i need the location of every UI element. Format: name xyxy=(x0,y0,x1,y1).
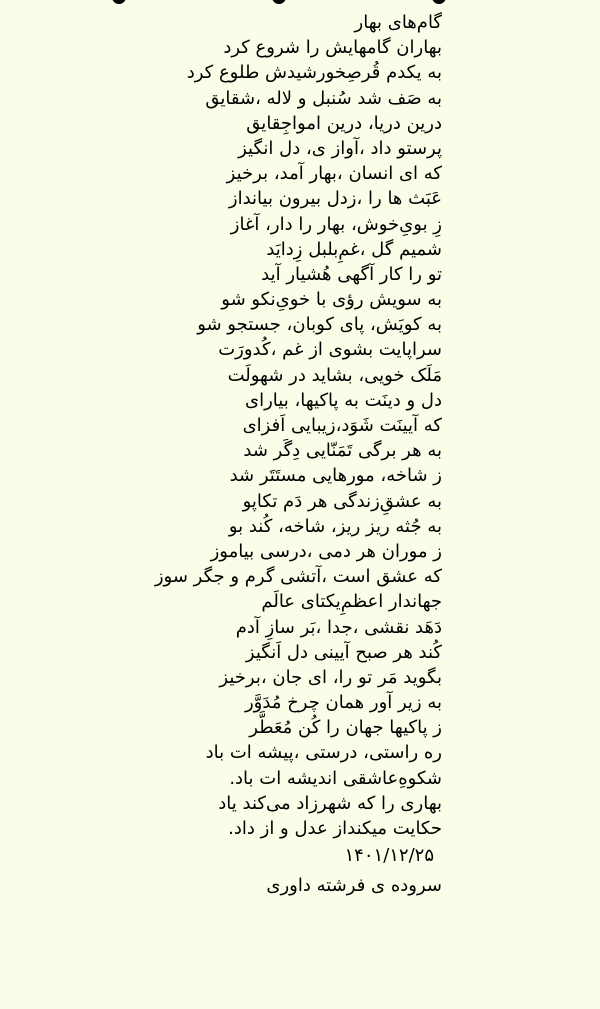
poem-line: پرستو داد ،آواز ی، دل انگیز xyxy=(238,137,442,159)
poem-line: حکایت میکنداز عدل و از داد. xyxy=(228,818,442,839)
poem-line: به صَف شد سُنبل و لاله ،شقایق xyxy=(205,87,442,109)
poem-block xyxy=(22,10,442,901)
poem-line: به عشقِ‌زندگی هر دَم تکاپو xyxy=(242,490,442,512)
poem-line: دل و دینَت به پاکیها، بیارای xyxy=(245,389,442,411)
poem-line: بهاران گامهایش را شروع کرد xyxy=(223,37,442,59)
poem-line: دَهَد نقشی ،جدا ،بَر سازِ آدم xyxy=(235,616,442,638)
top-edge-strip xyxy=(0,0,600,6)
poem-line: که عشق است ،آتشی گرم و جگر سوز xyxy=(154,566,442,588)
poem-line: زِ بویِ‌خوش، بهار را دار، آغاز xyxy=(230,213,442,235)
poem-line: ره راستی، درستی ،پیشه ات باد xyxy=(205,742,442,764)
poem-line: ز پاکیها جهان را کُن مُعَطَّر xyxy=(249,717,442,739)
poem-line: تو را کار آگهی هُشیار آید xyxy=(261,263,442,285)
poem-line: شکوهِ‌عاشقی اندیشه ات باد. xyxy=(229,767,442,789)
top-edge-mark xyxy=(112,0,126,4)
poem-line: شمیم گل ،غمِ‌بلبل زِدایَد xyxy=(266,238,442,260)
poem-line: به کویَش، پای کوبان، جستجو شو xyxy=(197,314,442,336)
poem-line: که ای انسان ،بهار آمد، برخیز xyxy=(226,163,442,185)
poem-line: درین دریا، درین امواجِقایق xyxy=(246,112,442,134)
poem-line: ز شاخه، مورهایی مستَتَر شد xyxy=(229,465,442,487)
top-edge-mark xyxy=(432,0,446,4)
poem-line: سراپایت بشوی از غم ،کُدورَت xyxy=(218,339,442,361)
poem-line: که آیینَت شَوَد،زیبایی اَفزای xyxy=(242,415,442,436)
poem-line: به جُثه ریز ریز، شاخه، کُند بو xyxy=(228,515,442,537)
poem-line: بگوید مَر تو را، ای جان ،برخیز xyxy=(219,666,442,688)
poem-line: به یکدم قُرصِخورشیدش طلوع کرد xyxy=(186,62,442,84)
poem-lines xyxy=(22,35,442,841)
poem-line: به زیر آور همان چرخ مُدَوَّر xyxy=(244,692,442,714)
poem-line: کُند هر صبح آیینی دل اَنگیز xyxy=(245,641,442,663)
poem-title: گام‌های بهار xyxy=(354,12,442,33)
poem-line: به سویش رؤی با خویِ‌نکو شو xyxy=(221,289,442,311)
poem-line: جهاندار اعظمِ‌یکتای عالَم xyxy=(261,591,442,613)
poem-line: مَلَک خویی، بشاید در شهولَت xyxy=(227,364,442,386)
poem-line: به هر برگی تَمَنّایی دِگَر شد xyxy=(243,440,442,462)
poem-line: ز موران هر دمی ،درسی بیاموز xyxy=(210,540,442,562)
poem-line: بهاری را که شهرزاد می‌کند یاد xyxy=(218,792,442,814)
poem-author: سروده ی فرشته داوری xyxy=(266,875,442,897)
poem-date: ۱۴۰۱/۱۲/۲۵ xyxy=(344,845,434,867)
top-edge-mark xyxy=(272,0,286,4)
poem-line: عَبَث ها را ،زدل بیرون بیانداز xyxy=(228,188,442,210)
